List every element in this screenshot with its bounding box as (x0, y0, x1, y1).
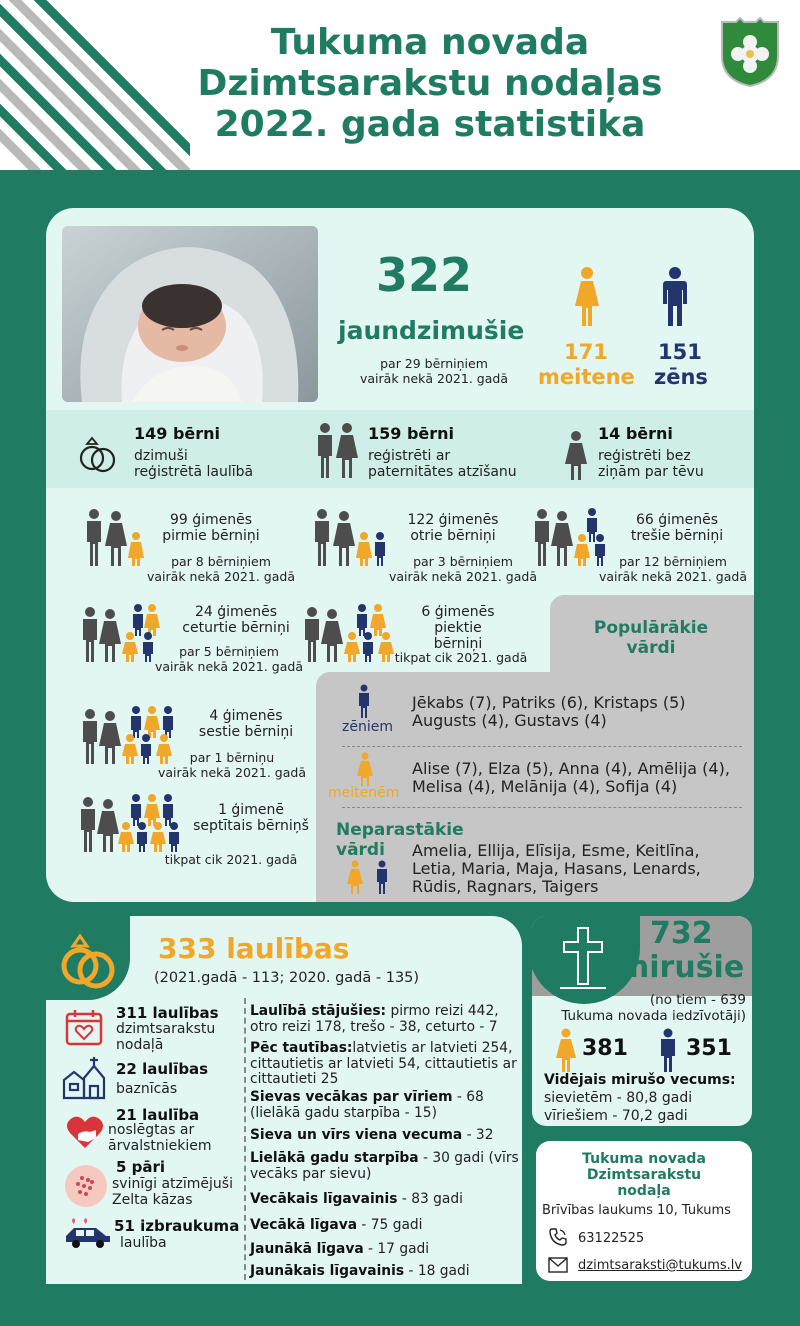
family-6-note (152, 750, 312, 780)
cross-icon (558, 924, 608, 990)
unusual-title-line: Neparastākie (336, 820, 464, 840)
reg-text-2 (368, 448, 517, 480)
deaths-total: 732 (650, 916, 713, 951)
family-6-title (186, 708, 306, 740)
reg-text-line: paternitātes atzīšanu (368, 464, 517, 480)
fact-label: Sieva un vīrs viena vecuma (250, 1127, 463, 1143)
fact-value: latvietis ar latvieti 254, cittautietis ar latvieti 54, cittautietis ar cittautieti 25 (250, 1040, 517, 1087)
family-note-line: vairāk nekā 2021. gadā (155, 659, 303, 674)
avg-age-men: vīriešiem - 70,2 gadi (544, 1108, 688, 1124)
fact-8 (250, 1242, 522, 1258)
births-total: 322 (376, 248, 473, 302)
popular-names-title (576, 618, 726, 658)
family-note-line: par 8 bērniņiem (171, 554, 271, 569)
marriage-item-4-text (112, 1176, 233, 1208)
family-title-line: 24 ģimenēs (194, 604, 278, 620)
marriage-item-3-text (108, 1122, 212, 1154)
family-title-line: 4 ģimenēs (209, 708, 283, 724)
boys-names (412, 694, 686, 730)
contact-title-line: nodaļa (617, 1183, 671, 1199)
gold-rings-icon (56, 924, 120, 994)
fact-6 (250, 1192, 522, 1208)
marriage-item-4-count: 5 pāri (116, 1158, 166, 1176)
fact-value: - 18 gadi (404, 1263, 470, 1279)
reg-count-1: 149 bērni (134, 424, 221, 443)
marriages-title: 333 laulības (158, 932, 350, 965)
fact-value: - 83 gadi (397, 1191, 463, 1207)
girl-small-icon (356, 752, 374, 786)
deaths-panel (532, 916, 752, 1126)
family-5-title (408, 604, 508, 652)
fact-4 (250, 1128, 522, 1144)
names-line: Amelia, Ellija, Elīsija, Esme, Keitlīna, (412, 841, 700, 860)
fact-value: - 30 gadi (vīrs vecāks par sievu) (250, 1150, 519, 1182)
contact-email[interactable]: dzimtsaraksti@tukums.lv (578, 1258, 743, 1273)
family-title-line: otrie bērniņi (410, 528, 496, 544)
marriage-item-line: svinīgi atzīmējuši (112, 1176, 233, 1192)
fact-1 (250, 1004, 522, 1035)
reg-count-3: 14 bērni (598, 424, 673, 443)
phone-icon (548, 1227, 568, 1247)
family-7-icon (78, 792, 184, 854)
deaths-men: 351 (686, 1036, 732, 1061)
rings-badge (46, 916, 130, 1000)
family-1-title (156, 512, 266, 544)
fact-label: Pēc tautības: (250, 1040, 353, 1056)
man-icon (656, 1028, 680, 1072)
avg-age-women: sievietēm - 80,8 gadi (544, 1090, 693, 1106)
marriage-item-5-count: 51 izbraukuma (114, 1217, 240, 1235)
contact-phone[interactable]: 63122525 (578, 1231, 645, 1246)
compare-line: par 29 bērniņiem (380, 356, 488, 371)
family-2-title (398, 512, 508, 544)
reg-text-line: reģistrētā laulībā (134, 464, 254, 480)
marriage-item-line: nodaļā (116, 1037, 164, 1053)
marriage-item-2-count: 22 laulības (116, 1060, 209, 1078)
reg-text-line: dzimuši (134, 448, 188, 464)
rings-icon (78, 430, 118, 476)
marriage-item-5-text (120, 1235, 167, 1251)
family-title-line: 1 ģimenē (218, 802, 284, 818)
family-7-title (186, 802, 316, 834)
boys-count: 151 (658, 340, 702, 364)
family-5-icon (302, 602, 398, 664)
popular-title-line: Populārākie (593, 618, 709, 638)
contact-card (536, 1141, 752, 1281)
family-title-line: 122 ģimenēs (407, 512, 499, 528)
church-icon (62, 1056, 108, 1100)
family-title-line: 66 ģimenēs (635, 512, 719, 528)
popular-title-line: vārdi (626, 638, 676, 658)
family-note-line: par 3 bērniņiem (413, 554, 513, 569)
family-note-line: par 5 bērniņiem (179, 644, 279, 659)
title-line: Tukuma novada (270, 22, 590, 63)
marriage-item-line: ārvalstniekiem (108, 1138, 212, 1154)
family-note-line: vairāk nekā 2021. gadā (158, 765, 306, 780)
calendar-heart-icon (64, 1008, 104, 1048)
boy-icon (660, 266, 690, 328)
divider (342, 746, 742, 747)
fact-3 (250, 1090, 522, 1121)
fact-value: pirmo reizi 442, otro reizi 178, trešo - 38, ceturto - 7 (250, 1003, 499, 1035)
family-note-line: vairāk nekā 2021. gadā (147, 569, 295, 584)
girl-icon (572, 266, 602, 328)
girls-count: 171 (564, 340, 608, 364)
girls-label: meitene (538, 365, 635, 389)
family-4-note (144, 644, 314, 674)
names-line: Alise (7), Elza (5), Anna (4), Amēlija (4), (412, 759, 730, 778)
fact-5 (250, 1151, 522, 1182)
contact-title (536, 1151, 752, 1199)
deaths-sub-line: Tukuma novada iedzīvotāji) (561, 1008, 746, 1024)
family-3-note (592, 554, 754, 584)
family-title-line: 99 ģimenēs (169, 512, 253, 528)
family-title-line: sestie bērniņi (198, 724, 294, 740)
fact-value: - 32 (462, 1127, 494, 1143)
family-note-line: par 1 bērniņu (189, 750, 275, 765)
contact-address: Brīvības laukums 10, Tukums (542, 1203, 731, 1218)
deaths-label: mirušie (618, 950, 745, 985)
deaths-women: 381 (582, 1036, 628, 1061)
wedding-car-icon (64, 1218, 112, 1252)
heart-hand-icon (64, 1110, 106, 1152)
family-5-note (386, 650, 536, 665)
avg-age-title: Vidējais mirušo vecums: (544, 1072, 736, 1088)
fact-9 (250, 1264, 522, 1280)
coat-of-arms-icon (718, 16, 782, 88)
family-note-line: vairāk nekā 2021. gadā (389, 569, 537, 584)
contact-title-line: Dzimtsarakstu (586, 1167, 702, 1183)
family-title-line: piektie bērniņi (433, 620, 483, 652)
names-line: Jēkabs (7), Patriks (6), Kristaps (5) (412, 693, 686, 712)
fact-label: Vecākais līgavainis (250, 1191, 398, 1207)
reg-count-2: 159 bērni (368, 424, 455, 443)
woman-icon (554, 1028, 578, 1072)
family-1-note (136, 554, 306, 584)
marriage-item-2-text (116, 1081, 177, 1097)
divider (342, 807, 742, 808)
fact-label: Lielākā gadu starpība (250, 1150, 419, 1166)
family-2-note (378, 554, 548, 584)
family-4-title (176, 604, 296, 636)
marriage-item-line: Zelta kāzas (112, 1192, 193, 1208)
children-small-icon (346, 860, 392, 894)
boys-label: zēns (654, 365, 708, 389)
reg-text-3 (598, 448, 704, 480)
page-title (190, 22, 670, 145)
family-note-line: par 12 bērniņiem (619, 554, 727, 569)
fact-label: Vecākā līgava (250, 1217, 358, 1233)
contact-title-line: Tukuma novada (582, 1151, 706, 1167)
names-line: Melisa (4), Melānija (4), Sofija (4) (412, 777, 678, 796)
baby-illustration (62, 226, 318, 402)
fact-label: Sievas vecākas par vīriem (250, 1089, 453, 1105)
births-label: jaundzimušie (338, 316, 525, 345)
reg-text-1 (134, 448, 253, 480)
stripes-decoration (0, 0, 190, 170)
gold-wedding-icon (64, 1164, 108, 1208)
email-icon (548, 1257, 568, 1273)
family-3-title (622, 512, 732, 544)
family-title-line: trešie bērniņi (630, 528, 724, 544)
girls-names (412, 760, 730, 796)
compare-line: vairāk nekā 2021. gadā (360, 371, 508, 386)
woman-icon (564, 430, 588, 480)
deaths-subtitle (532, 992, 746, 1024)
names-line: Rūdis, Ragnars, Taigers (412, 877, 599, 896)
unusual-title-line: vārdi (336, 840, 385, 860)
title-line: 2022. gada statistika (214, 104, 646, 145)
marriage-item-3-count: 21 laulība (116, 1106, 200, 1124)
girls-names-label: meitenēm (328, 785, 400, 801)
marriage-item-1-text (116, 1021, 215, 1053)
fact-value: - 75 gadi (357, 1217, 423, 1233)
boy-small-icon (356, 684, 372, 718)
reg-text-line: reģistrēti bez (598, 448, 691, 464)
title-line: Dzimtsarakstu nodaļas (197, 63, 663, 104)
fact-7 (250, 1218, 522, 1234)
marriage-item-1-count: 311 laulības (116, 1004, 219, 1022)
marriages-subtitle: (2021.gadā - 113; 2020. gadā - 135) (154, 970, 420, 986)
family-title-line: pirmie bērniņi (162, 528, 260, 544)
marriage-item-line: laulība (120, 1235, 167, 1251)
fact-label: Jaunākā līgava (250, 1241, 364, 1257)
reg-text-line: ziņām par tēvu (598, 464, 704, 480)
unusual-names (412, 842, 701, 896)
births-compare (346, 356, 522, 386)
births-panel (46, 208, 754, 902)
fact-value: - 68 (lielākā gadu starpība - 15) (250, 1089, 484, 1121)
header (0, 0, 800, 170)
baby-photo (62, 226, 318, 402)
family-note-line: vairāk nekā 2021. gadā (599, 569, 747, 584)
couple-icon (314, 422, 360, 478)
family-note-line: tikpat cik 2021. gadā (164, 852, 298, 867)
reg-text-line: reģistrēti ar (368, 448, 451, 464)
family-7-note (156, 852, 306, 867)
family-note-line: tikpat cik 2021. gadā (394, 650, 528, 665)
registration-band (46, 410, 754, 488)
family-title-line: 6 ģimenēs (421, 604, 495, 620)
marriage-item-line: dzimtsarakstu (116, 1021, 216, 1037)
marriage-item-line: baznīcās (116, 1081, 178, 1097)
fact-label: Jaunākais līgavainis (250, 1263, 405, 1279)
names-line: Letia, Maria, Maja, Hasans, Lenards, (412, 859, 701, 878)
fact-2 (250, 1041, 522, 1088)
names-line: Augusts (4), Gustavs (4) (412, 711, 607, 730)
facts-divider (244, 998, 246, 1280)
boys-names-label: zēniem (342, 719, 393, 735)
family-title-line: septītais bērniņš (193, 818, 309, 834)
fact-value: - 17 gadi (363, 1241, 430, 1257)
deaths-sub-line: (no tiem - 639 (649, 992, 746, 1008)
marriage-item-line: noslēgtas ar (108, 1122, 195, 1138)
family-title-line: ceturtie bērniņi (182, 620, 290, 636)
fact-label: Laulībā stājušies: (250, 1003, 387, 1019)
